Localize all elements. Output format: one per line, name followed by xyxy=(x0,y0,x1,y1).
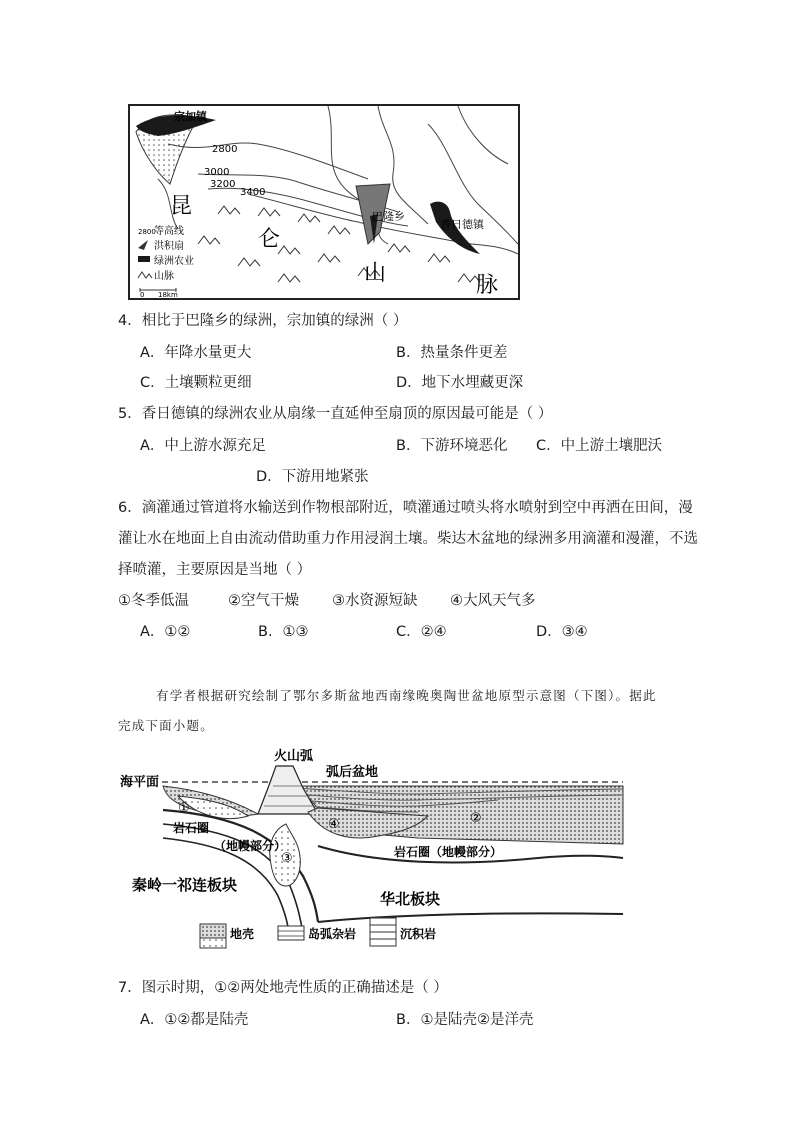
contour-label: 3000 xyxy=(204,167,230,178)
q6-option-c[interactable]: C．②④ xyxy=(396,624,447,640)
mantle-left-label: （地幔部分） xyxy=(214,839,287,853)
q7-option-a[interactable]: A．①②都是陆壳 xyxy=(140,1012,249,1028)
volcanic-arc-label: 火山弧 xyxy=(274,749,314,764)
legend-island-label: 岛弧杂岩 xyxy=(308,927,357,941)
legend-crust-label: 地壳 xyxy=(230,927,255,941)
range-char: 昆 xyxy=(170,194,193,219)
q5-option-b[interactable]: B．下游环境恶化 xyxy=(396,438,508,454)
lith-right-label: 岩石圈（地幔部分） xyxy=(394,845,503,859)
q4-option-a[interactable]: A．年降水量更大 xyxy=(140,345,252,361)
legend-label: 绿洲农业 xyxy=(154,256,194,267)
intro-line1: 有学者根据研究绘制了鄂尔多斯盆地西南缘晚奥陶世盆地原型示意图（下图）。据此 xyxy=(156,688,657,703)
q7-option-b[interactable]: B．①是陆壳②是洋壳 xyxy=(396,1012,534,1028)
legend-label: 山脉 xyxy=(154,271,174,282)
label-3: ③ xyxy=(281,851,293,866)
q4-option-c[interactable]: C．土壤颗粒更细 xyxy=(140,375,252,391)
q6-option-a[interactable]: A．①② xyxy=(140,624,191,640)
range-char: 山 xyxy=(364,261,387,286)
q5-option-d[interactable]: D．下游用地紧张 xyxy=(256,469,369,485)
scale-zero: 0 xyxy=(140,291,145,299)
q5-option-c[interactable]: C．中上游土壤肥沃 xyxy=(536,438,663,454)
plate-left-label: 秦岭一祁连板块 xyxy=(132,876,238,894)
q5-option-a[interactable]: A．中上游水源充足 xyxy=(140,438,266,454)
q4-option-b[interactable]: B．热量条件更差 xyxy=(396,345,508,361)
q4-option-d[interactable]: D．地下水埋藏更深 xyxy=(396,375,524,391)
basin-diagram xyxy=(118,746,638,956)
oasis-map xyxy=(128,104,520,300)
legend-label: 等高线 xyxy=(154,226,184,237)
q6-stem-line3: 择喷灌，主要原因是当地（ ） xyxy=(118,562,312,578)
contour-label: 3200 xyxy=(210,179,236,190)
label-4: ④ xyxy=(328,817,340,832)
legend-sed-label: 沉积岩 xyxy=(400,927,437,941)
legend-symbol: 2800 xyxy=(138,228,156,236)
q6-item-4: ④大风天气多 xyxy=(450,593,536,609)
q6-stem-line2: 灌让水在地面上自由流动借助重力作用浸润土壤。柴达木盆地的绿洲多用滴灌和漫灌，不选 xyxy=(118,531,698,547)
contour-label: 2800 xyxy=(212,144,238,155)
contour-label: 3400 xyxy=(240,187,266,198)
q7-stem: 7．图示时期，①②两处地壳性质的正确描述是（ ） xyxy=(118,980,448,996)
label-1: ① xyxy=(178,801,190,816)
sea-level-label: 海平面 xyxy=(120,775,160,790)
plate-right-label: 华北板块 xyxy=(380,890,441,908)
q6-item-2: ②空气干燥 xyxy=(228,593,299,609)
lith-left-label: 岩石圈 xyxy=(173,821,210,835)
town-label-3: 香日德镇 xyxy=(440,218,484,231)
q6-item-1: ①冬季低温 xyxy=(118,593,189,609)
town-label-1: 宗加镇 xyxy=(174,110,207,123)
range-char: 仑 xyxy=(258,227,281,252)
legend-label: 洪积扇 xyxy=(154,241,184,252)
town-label-2: 巴隆乡 xyxy=(372,210,405,223)
q6-option-d[interactable]: D．③④ xyxy=(536,624,588,640)
legend-crust-swatch xyxy=(200,924,226,938)
q6-option-b[interactable]: B．①③ xyxy=(258,624,309,640)
q6-item-3: ③水资源短缺 xyxy=(332,593,418,609)
q6-stem-line1: 6．滴灌通过管道将水输送到作物根部附近，喷灌通过喷头将水喷射到空中再洒在田间，漫 xyxy=(118,500,693,516)
q4-stem: 4．相比于巴隆乡的绿洲，宗加镇的绿洲（ ） xyxy=(118,313,408,329)
back-arc-label: 弧后盆地 xyxy=(326,765,379,780)
intro-line2: 完成下面小题。 xyxy=(118,718,214,733)
q5-stem: 5．香日德镇的绿洲农业从扇缘一直延伸至扇顶的原因最可能是（ ） xyxy=(118,406,553,422)
scale-km: 18km xyxy=(158,291,178,299)
range-char: 脉 xyxy=(476,273,499,298)
label-2: ② xyxy=(470,811,482,826)
